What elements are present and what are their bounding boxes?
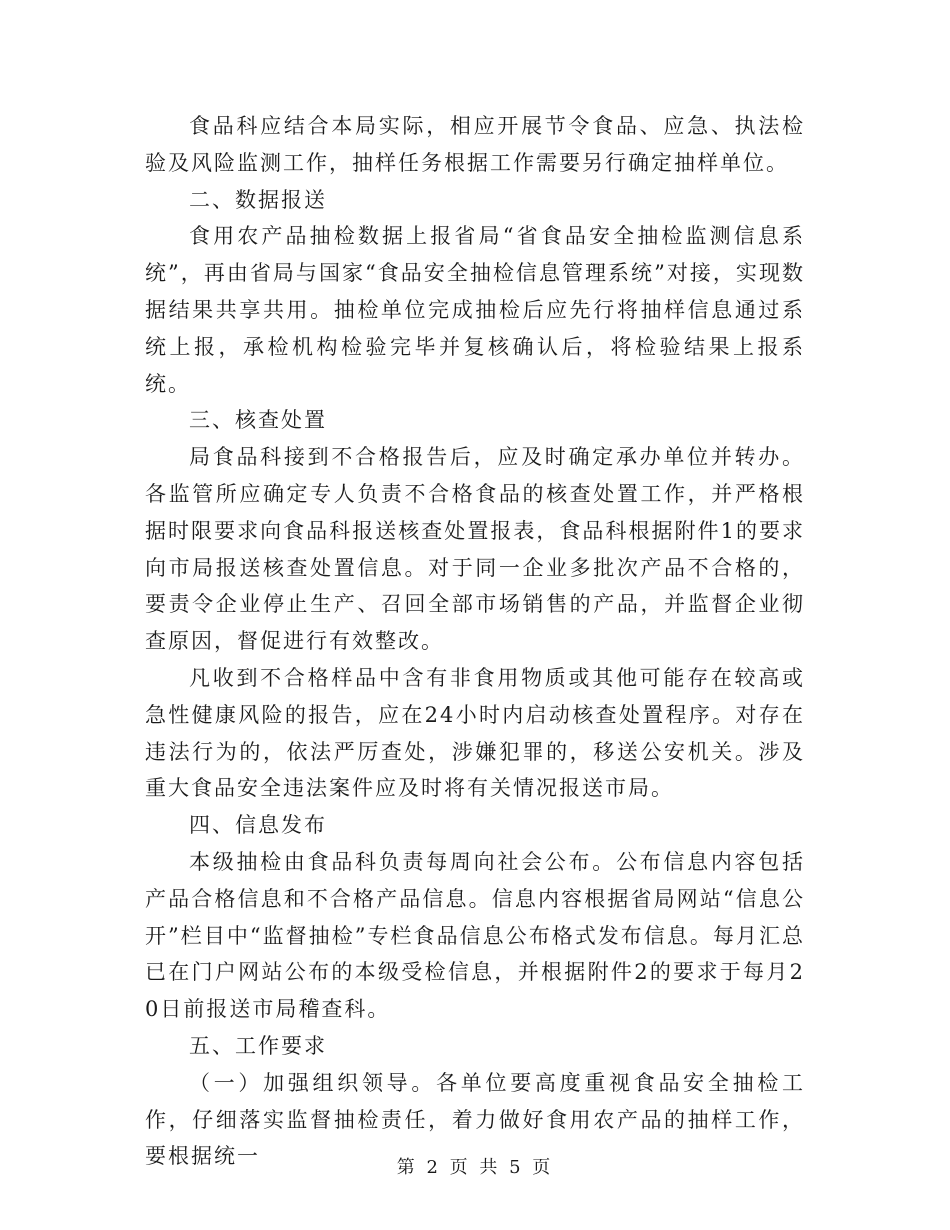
heading-verification: 三、核查处置: [189, 408, 327, 433]
heading-data-reporting: 二、数据报送: [189, 187, 327, 212]
document-body: [145, 108, 805, 1175]
paragraph-information-release: 本级抽检由食品科负责每周向社会公布。公布信息内容包括产品合格信息和不合格产品信息。信息内容根据省局网站“信息公开”栏目中“监督抽检”专栏食品信息公布格式发布信息。每月汇总已在门户网站公布的本级受检信息，并根据附件2的要求于每月20日前报送市局稽查科。: [145, 849, 805, 1022]
heading-work-requirements: 五、工作要求: [189, 1033, 327, 1058]
paragraph-data-reporting: 食用农产品抽检数据上报省局“省食品安全抽检监测信息系统”，再由省局与国家“食品安全抽检信息管理系统”对接，实现数据结果共享共用。抽检单位完成抽检后应先行将抽样信息通过系统上报，承检机构检验完毕并复核确认后，将检验结果上报系统。: [145, 224, 805, 396]
paragraph-sampling-tasks: 食品科应结合本局实际，相应开展节令食品、应急、执法检验及风险监测工作，抽样任务根据工作需要另行确定抽样单位。: [145, 114, 805, 175]
paragraph-verification: 局食品科接到不合格报告后，应及时确定承办单位并转办。各监管所应确定专人负责不合格食品的核查处置工作，并严格根据时限要求向食品科报送核查处置报表，食品科根据附件1的要求向市局报送核查处置信息。对于同一企业多批次产品不合格的，要责令企业停止生产、召回全部市场销售的产品，并监督企业彻查原因，督促进行有效整改。: [145, 445, 805, 654]
paragraph-high-risk: 凡收到不合格样品中含有非食用物质或其他可能存在较高或急性健康风险的报告，应在24小时内启动核查处置程序。对存在违法行为的，依法严厉查处，涉嫌犯罪的，移送公安机关。涉及重大食品安全违法案件应及时将有关情况报送市局。: [145, 665, 805, 801]
heading-information-release: 四、信息发布: [189, 813, 327, 838]
page-number-footer: 第 2 页 共 5 页: [396, 1157, 554, 1178]
paragraph-organization: （一）加强组织领导。各单位要高度重视食品安全抽检工作，仔细落实监督抽检责任，着力做好食用农产品的抽样工作，要根据统一: [145, 1070, 805, 1169]
